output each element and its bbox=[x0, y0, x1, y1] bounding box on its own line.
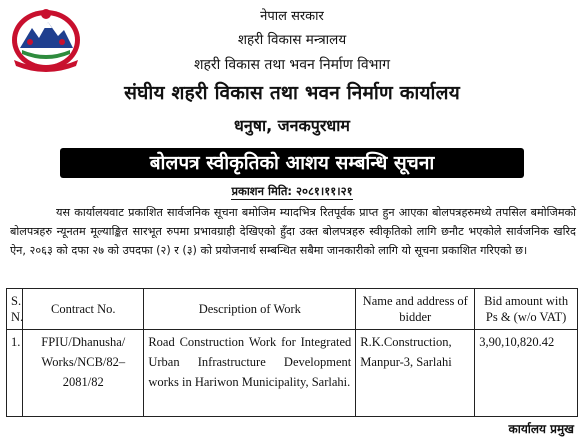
header-bidder: Name and address of bidder bbox=[356, 289, 475, 330]
office-location: धनुषा, जनकपुरधाम bbox=[234, 116, 350, 135]
department-name: शहरी विकास तथा भवन निर्माण विभाग bbox=[193, 57, 391, 73]
government-name: नेपाल सरकार bbox=[260, 9, 324, 24]
publication-date-text: प्रकाशन मिति: २०८१।११।२१ bbox=[231, 184, 353, 198]
award-table bbox=[6, 288, 578, 417]
office-name: संघीय शहरी विकास तथा भवन निर्माण कार्यालय bbox=[124, 82, 460, 104]
cell-sn: 1. bbox=[7, 330, 23, 417]
header-description: Description of Work bbox=[144, 289, 356, 330]
notice-body bbox=[10, 203, 576, 260]
cell-contract: FPIU/Dhanusha/ Works/NCB/82– 2081/82 bbox=[23, 330, 144, 417]
ministry-name: शहरी विकास मन्त्रालय bbox=[237, 32, 347, 48]
signature-label: कार्यालय प्रमुख bbox=[508, 422, 574, 436]
publication-date bbox=[0, 184, 584, 199]
cell-amount: 3,90,10,820.42 bbox=[475, 330, 578, 417]
cell-bidder: R.K.Construction, Manpur-3, Sarlahi bbox=[356, 330, 475, 417]
header-sn: S. N. bbox=[7, 289, 23, 330]
header-amount: Bid amount with Ps & (w/o VAT) bbox=[475, 289, 578, 330]
table-header-row bbox=[7, 289, 578, 330]
cell-description: Road Construction Work for Integrated Urban Infrastructure Development works in Hariwon Municipality, Sarlahi. bbox=[144, 330, 356, 417]
header-contract: Contract No. bbox=[23, 289, 144, 330]
notice-title-banner: बोलपत्र स्वीकृतिको आशय सम्बन्धि सूचना bbox=[60, 148, 524, 178]
table-row bbox=[7, 330, 578, 417]
notice-body-text: यस कार्यालयवाट प्रकाशित सार्वजनिक सूचना बमोजिम म्यादभित्र रितपूर्वक प्राप्त हुन आएका बोलपत्रहरुमध्ये तपसिल बमोजिमको बोलपत्रहरु न्यूनतम मूल्याङ्कित सारभूत रुपमा प्रभावग्राही देखिएको हुँदा उक्त बोलपत्रहरु स्वीकृतिको लागि छनौट भएकोले सार्वजनिक खरिद ऐन, २०६३ को दफा २७ को उपदफा (२) र (३) को प्रयोजनार्थ सम्बन्धित सबैमा जानकारीको लागि यो सूचना प्रकाशित गरिएको छ। bbox=[10, 206, 576, 257]
